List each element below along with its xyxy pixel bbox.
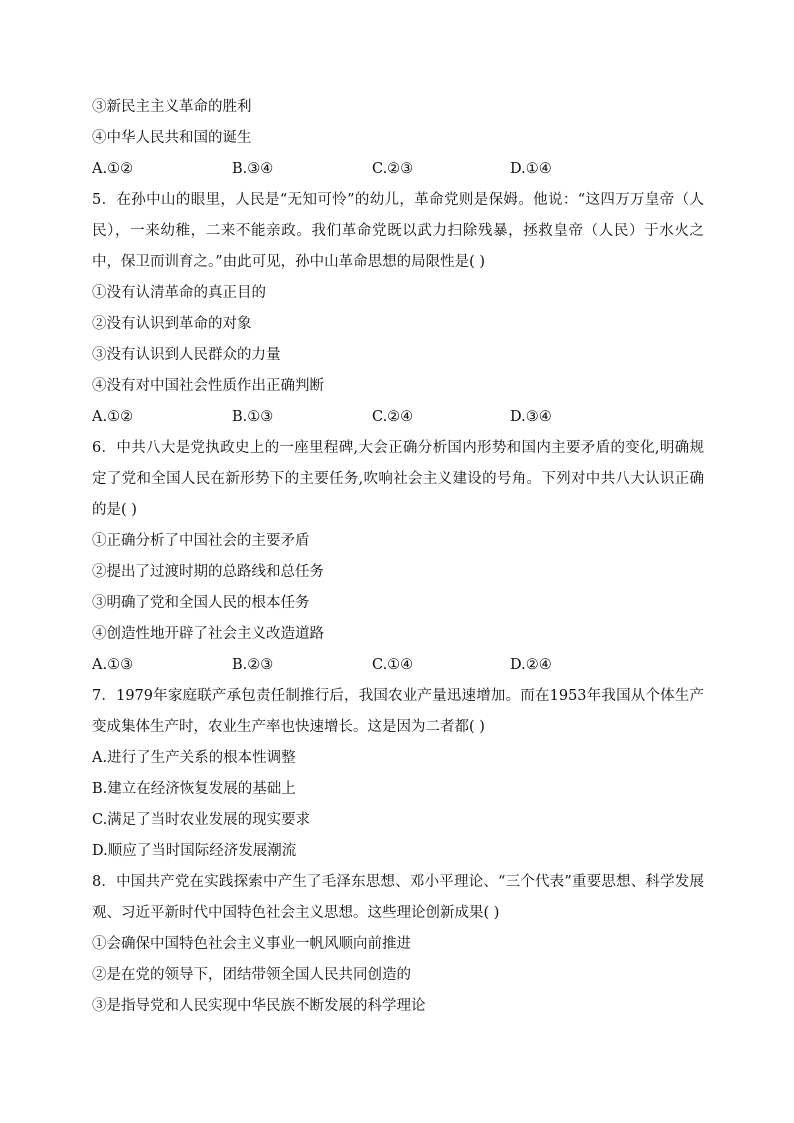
q6-item-1: ①正确分析了中国社会的主要矛盾 (92, 533, 310, 549)
q5-item-2: ②没有认识到革命的对象 (92, 316, 252, 332)
q5-stem: 5．在孙中山的眼里，人民是“无知可怜”的幼儿，革命党则是保姆。他说：“这四万万皇帝（人民），一来幼稚，二来不能亲政。我们革命党既以武力扫除残暴，拯救皇帝（人民）于水火之中，保卫而训育之。”由此可见，孙中山革命思想的局限性是( ) (92, 192, 704, 270)
q6-item-2: ②提出了过渡时期的总路线和总任务 (92, 564, 324, 580)
q5-item-1: ①没有认清革命的真正目的 (92, 285, 266, 301)
q4-item-3: ③新民主主义革命的胜利 (92, 99, 252, 115)
question-8 (92, 867, 704, 1022)
q6-option-b: B.②③ (232, 657, 274, 673)
q4-option-a: A.①② (92, 161, 134, 177)
q6-option-d: D.②④ (510, 657, 552, 673)
exam-page (92, 92, 704, 1022)
q5-option-d: D.③④ (510, 409, 552, 425)
q4-option-d: D.①④ (510, 161, 552, 177)
q6-option-a: A.①③ (92, 657, 134, 673)
question-7 (92, 681, 704, 867)
q6-item-3: ③明确了党和全国人民的根本任务 (92, 595, 310, 611)
q5-option-a: A.①② (92, 409, 134, 425)
q7-stem: 7．1979年家庭联产承包责任制推行后，我国农业产量迅速增加。而在1953年我国从个体生产变成集体生产时，农业生产率也快速增长。这是因为二者都( ) (92, 688, 704, 735)
q8-item-1: ①会确保中国特色社会主义事业一帆风顺向前推进 (92, 936, 411, 952)
q5-option-b: B.①③ (232, 409, 274, 425)
q8-item-3: ③是指导党和人民实现中华民族不断发展的科学理论 (92, 998, 426, 1014)
q7-option-c: C.满足了当时农业发展的现实要求 (92, 812, 311, 828)
q7-option-a: A.进行了生产关系的根本性调整 (92, 750, 296, 766)
q5-item-3: ③没有认识到人民群众的力量 (92, 347, 281, 363)
q7-option-d: D.顺应了当时国际经济发展潮流 (92, 843, 297, 859)
q7-option-b: B.建立在经济恢复发展的基础上 (92, 781, 296, 797)
question-4-tail (92, 92, 704, 185)
q6-option-c: C.①④ (372, 657, 414, 673)
q4-item-4: ④中华人民共和国的诞生 (92, 130, 252, 146)
q4-options (92, 154, 704, 185)
question-6 (92, 433, 704, 681)
q6-item-4: ④创造性地开辟了社会主义改造道路 (92, 626, 324, 642)
q4-option-b: B.③④ (232, 161, 274, 177)
q5-option-c: C.②④ (372, 409, 414, 425)
q4-option-c: C.②③ (372, 161, 414, 177)
q8-item-2: ②是在党的领导下，团结带领全国人民共同创造的 (92, 967, 411, 983)
q5-item-4: ④没有对中国社会性质作出正确判断 (92, 378, 324, 394)
q8-stem: 8．中国共产党在实践探索中产生了毛泽东思想、邓小平理论、“三个代表”重要思想、科学发展观、习近平新时代中国特色社会主义思想。这些理论创新成果( ) (92, 874, 704, 921)
q6-options (92, 650, 704, 681)
q5-options (92, 402, 704, 433)
question-5 (92, 185, 704, 433)
q6-stem: 6．中共八大是党执政史上的一座里程碑,大会正确分析国内形势和国内主要矛盾的变化,明确规定了党和全国人民在新形势下的主要任务,吹响社会主义建设的号角。下列对中共八大认识正确的是( ) (92, 440, 704, 518)
